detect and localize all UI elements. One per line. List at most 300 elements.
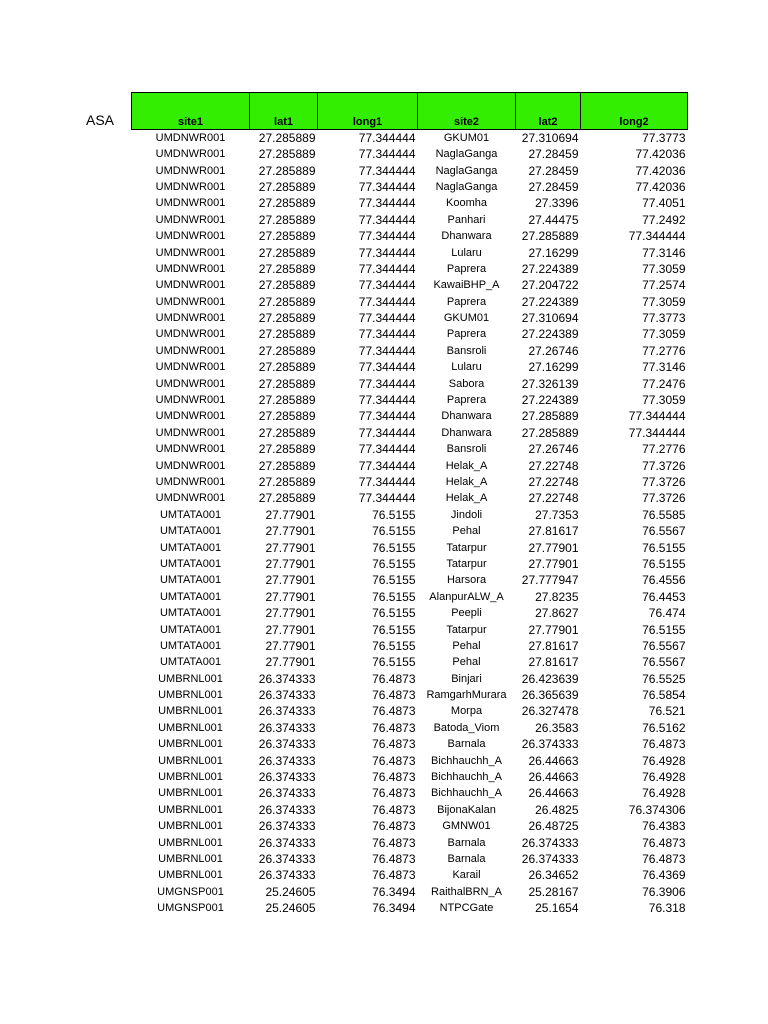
cell-long2[interactable]: 77.3146 bbox=[642, 245, 686, 260]
cell-lat2[interactable]: 27.204722 bbox=[521, 278, 579, 293]
cell-long2[interactable]: 76.4873 bbox=[642, 851, 686, 866]
cell-lat1[interactable]: 27.77901 bbox=[265, 507, 316, 522]
cell-site1[interactable]: UMBRNL001 bbox=[158, 787, 223, 800]
cell-long1[interactable]: 76.4873 bbox=[372, 770, 416, 785]
cell-lat2[interactable]: 27.224389 bbox=[521, 393, 579, 408]
cell-lat2[interactable]: 26.44663 bbox=[528, 770, 579, 785]
cell-lat1[interactable]: 26.374333 bbox=[258, 704, 316, 719]
cell-site2[interactable]: Tatarpur bbox=[446, 557, 487, 570]
cell-site1[interactable]: UMGNSP001 bbox=[157, 902, 224, 915]
cell-site2[interactable]: Helak_A bbox=[445, 459, 488, 472]
cell-lat2[interactable]: 27.326139 bbox=[521, 376, 579, 391]
cell-site2[interactable]: NaglaGanga bbox=[435, 148, 498, 161]
cell-long2[interactable]: 76.5567 bbox=[642, 655, 686, 670]
cell-long2[interactable]: 76.5155 bbox=[642, 540, 686, 555]
cell-site2[interactable]: Koomha bbox=[446, 197, 487, 210]
cell-site2[interactable]: Sabora bbox=[448, 377, 485, 390]
header-lat1[interactable]: lat1 bbox=[250, 93, 318, 130]
cell-long2[interactable]: 76.4928 bbox=[642, 770, 686, 785]
cell-long2[interactable]: 77.2476 bbox=[642, 376, 686, 391]
cell-lat2[interactable]: 27.224389 bbox=[521, 327, 579, 342]
cell-long1[interactable]: 76.5155 bbox=[372, 507, 416, 522]
cell-lat2[interactable]: 27.22748 bbox=[528, 458, 579, 473]
cell-lat1[interactable]: 26.374333 bbox=[258, 819, 316, 834]
cell-long2[interactable]: 76.4873 bbox=[642, 835, 686, 850]
cell-long1[interactable]: 77.344444 bbox=[358, 343, 416, 358]
cell-lat1[interactable]: 27.285889 bbox=[258, 393, 316, 408]
cell-site1[interactable]: UMTATA001 bbox=[159, 541, 222, 554]
cell-site2[interactable]: NaglaGanga bbox=[435, 180, 498, 193]
cell-long2[interactable]: 76.5567 bbox=[642, 524, 686, 539]
cell-long2[interactable]: 77.3726 bbox=[642, 475, 686, 489]
cell-lat1[interactable]: 27.285889 bbox=[258, 425, 316, 440]
cell-long2[interactable]: 77.42036 bbox=[635, 163, 686, 178]
cell-long1[interactable]: 76.4873 bbox=[372, 688, 416, 703]
cell-site2[interactable]: Pehal bbox=[452, 525, 481, 538]
cell-site2[interactable]: AlanpurALW_A bbox=[429, 590, 504, 603]
cell-lat1[interactable]: 25.24605 bbox=[265, 901, 316, 916]
cell-site2[interactable]: Tatarpur bbox=[446, 541, 487, 554]
cell-site2[interactable]: Barnala bbox=[447, 738, 486, 751]
cell-long1[interactable]: 77.344444 bbox=[358, 294, 416, 309]
cell-long2[interactable]: 76.5162 bbox=[642, 720, 686, 735]
cell-long1[interactable]: 77.344444 bbox=[358, 475, 416, 489]
cell-site2[interactable]: Peepli bbox=[451, 607, 482, 620]
cell-lat1[interactable]: 27.285889 bbox=[258, 212, 316, 227]
cell-long2[interactable]: 76.5585 bbox=[642, 507, 686, 522]
cell-site2[interactable]: NTPCGate bbox=[439, 902, 494, 915]
cell-lat2[interactable]: 26.4825 bbox=[535, 802, 579, 817]
cell-long1[interactable]: 77.344444 bbox=[358, 179, 416, 194]
cell-long2[interactable]: 76.5567 bbox=[642, 638, 686, 653]
cell-lat1[interactable]: 26.374333 bbox=[258, 868, 316, 883]
cell-site2[interactable]: KawaiBHP_A bbox=[433, 279, 500, 292]
cell-lat1[interactable]: 27.77901 bbox=[265, 524, 316, 539]
cell-lat1[interactable]: 27.285889 bbox=[258, 360, 316, 375]
cell-long2[interactable]: 77.3773 bbox=[642, 131, 686, 145]
cell-long2[interactable]: 77.3059 bbox=[642, 327, 686, 342]
cell-long2[interactable]: 76.4928 bbox=[642, 753, 686, 768]
cell-lat2[interactable]: 27.285889 bbox=[521, 229, 579, 244]
cell-long1[interactable]: 77.344444 bbox=[358, 393, 416, 408]
cell-long2[interactable]: 77.2776 bbox=[642, 343, 686, 358]
cell-lat1[interactable]: 27.285889 bbox=[258, 163, 316, 178]
cell-lat1[interactable]: 27.285889 bbox=[258, 491, 316, 506]
cell-lat2[interactable]: 26.374333 bbox=[521, 851, 579, 866]
cell-lat2[interactable]: 27.285889 bbox=[521, 409, 579, 424]
cell-long1[interactable]: 77.344444 bbox=[358, 311, 416, 326]
cell-lat2[interactable]: 27.77901 bbox=[528, 556, 579, 571]
cell-site1[interactable]: UMDNWR001 bbox=[155, 426, 226, 439]
cell-long1[interactable]: 77.344444 bbox=[358, 425, 416, 440]
cell-site1[interactable]: UMBRNL001 bbox=[158, 820, 223, 833]
cell-long2[interactable]: 76.4453 bbox=[642, 589, 686, 604]
cell-long2[interactable]: 77.3059 bbox=[642, 261, 686, 276]
cell-site2[interactable]: Karail bbox=[452, 869, 481, 882]
cell-long1[interactable]: 76.4873 bbox=[372, 802, 416, 817]
cell-lat2[interactable]: 25.1654 bbox=[535, 901, 579, 916]
cell-lat1[interactable]: 27.285889 bbox=[258, 442, 316, 457]
cell-lat1[interactable]: 27.77901 bbox=[265, 622, 316, 637]
cell-lat1[interactable]: 26.374333 bbox=[258, 835, 316, 850]
cell-long2[interactable]: 76.3906 bbox=[642, 884, 686, 899]
cell-long2[interactable]: 76.4873 bbox=[642, 737, 686, 752]
cell-site1[interactable]: UMDNWR001 bbox=[155, 377, 226, 390]
cell-site2[interactable]: Binjari bbox=[451, 672, 482, 685]
cell-lat2[interactable]: 27.22748 bbox=[528, 475, 579, 489]
cell-long2[interactable]: 77.344444 bbox=[628, 425, 686, 440]
cell-lat1[interactable]: 26.374333 bbox=[258, 688, 316, 703]
cell-long1[interactable]: 76.5155 bbox=[372, 655, 416, 670]
cell-site1[interactable]: UMDNWR001 bbox=[155, 148, 226, 161]
cell-site2[interactable]: NaglaGanga bbox=[435, 164, 498, 177]
cell-site1[interactable]: UMTATA001 bbox=[159, 574, 222, 587]
cell-site1[interactable]: UMDNWR001 bbox=[155, 476, 226, 488]
cell-long2[interactable]: 76.5155 bbox=[642, 622, 686, 637]
cell-long2[interactable]: 76.5525 bbox=[642, 671, 686, 686]
cell-lat1[interactable]: 26.374333 bbox=[258, 770, 316, 785]
cell-long1[interactable]: 76.5155 bbox=[372, 540, 416, 555]
cell-long1[interactable]: 77.344444 bbox=[358, 458, 416, 473]
cell-long2[interactable]: 76.521 bbox=[648, 704, 686, 719]
cell-long1[interactable]: 76.3494 bbox=[372, 901, 416, 916]
cell-long2[interactable]: 76.4556 bbox=[642, 573, 686, 588]
cell-lat2[interactable]: 27.3396 bbox=[535, 196, 579, 211]
cell-lat1[interactable]: 27.77901 bbox=[265, 556, 316, 571]
cell-lat2[interactable]: 27.16299 bbox=[528, 245, 579, 260]
cell-site1[interactable]: UMBRNL001 bbox=[158, 836, 223, 849]
cell-lat1[interactable]: 27.77901 bbox=[265, 638, 316, 653]
cell-lat2[interactable]: 27.26746 bbox=[528, 343, 579, 358]
cell-lat2[interactable]: 26.44663 bbox=[528, 786, 579, 801]
cell-long1[interactable]: 76.5155 bbox=[372, 556, 416, 571]
cell-long2[interactable]: 77.344444 bbox=[628, 229, 686, 244]
cell-site2[interactable]: Barnala bbox=[447, 852, 486, 865]
cell-lat1[interactable]: 27.285889 bbox=[258, 261, 316, 276]
cell-site2[interactable]: Paprera bbox=[446, 262, 487, 275]
cell-long2[interactable]: 77.3726 bbox=[642, 458, 686, 473]
cell-site1[interactable]: UMDNWR001 bbox=[155, 361, 226, 374]
cell-site2[interactable]: GMNW01 bbox=[442, 820, 491, 833]
cell-site1[interactable]: UMDNWR001 bbox=[155, 246, 226, 259]
cell-long2[interactable]: 76.318 bbox=[648, 901, 686, 916]
cell-lat1[interactable]: 27.285889 bbox=[258, 294, 316, 309]
cell-lat2[interactable]: 27.7353 bbox=[535, 507, 579, 522]
cell-long1[interactable]: 77.344444 bbox=[358, 229, 416, 244]
cell-site2[interactable]: Bichhauchh_A bbox=[431, 787, 502, 800]
cell-site1[interactable]: UMDNWR001 bbox=[155, 262, 226, 275]
cell-long2[interactable]: 77.3773 bbox=[642, 311, 686, 326]
cell-site1[interactable]: UMBRNL001 bbox=[158, 754, 223, 767]
cell-long1[interactable]: 76.4873 bbox=[372, 720, 416, 735]
cell-site1[interactable]: UMDNWR001 bbox=[155, 344, 226, 357]
header-site1[interactable]: site1 bbox=[132, 93, 250, 130]
cell-long1[interactable]: 76.4873 bbox=[372, 786, 416, 801]
cell-site1[interactable]: UMBRNL001 bbox=[158, 738, 223, 751]
cell-long1[interactable]: 77.344444 bbox=[358, 147, 416, 162]
cell-site2[interactable]: Lularu bbox=[451, 246, 482, 259]
cell-site1[interactable]: UMDNWR001 bbox=[155, 295, 226, 308]
cell-lat2[interactable]: 27.26746 bbox=[528, 442, 579, 457]
cell-long2[interactable]: 77.3726 bbox=[642, 491, 686, 506]
cell-lat1[interactable]: 27.285889 bbox=[258, 229, 316, 244]
cell-lat1[interactable]: 27.285889 bbox=[258, 327, 316, 342]
cell-site1[interactable]: UMDNWR001 bbox=[155, 328, 226, 341]
cell-lat1[interactable]: 27.285889 bbox=[258, 343, 316, 358]
cell-lat1[interactable]: 27.285889 bbox=[258, 475, 316, 489]
cell-site2[interactable]: Paprera bbox=[446, 328, 487, 341]
cell-site1[interactable]: UMDNWR001 bbox=[155, 197, 226, 210]
cell-lat2[interactable]: 27.44475 bbox=[528, 212, 579, 227]
cell-lat2[interactable]: 26.327478 bbox=[521, 704, 579, 719]
cell-lat2[interactable]: 27.77901 bbox=[528, 540, 579, 555]
cell-site2[interactable]: Pehal bbox=[452, 656, 481, 669]
cell-lat2[interactable]: 26.44663 bbox=[528, 753, 579, 768]
cell-site1[interactable]: UMDNWR001 bbox=[155, 230, 226, 243]
cell-long1[interactable]: 76.4873 bbox=[372, 671, 416, 686]
cell-lat1[interactable]: 27.285889 bbox=[258, 245, 316, 260]
cell-long1[interactable]: 76.4873 bbox=[372, 868, 416, 883]
cell-site2[interactable]: Dhanwara bbox=[441, 426, 492, 439]
cell-lat1[interactable]: 27.285889 bbox=[258, 409, 316, 424]
cell-lat1[interactable]: 25.24605 bbox=[265, 884, 316, 899]
table-row bbox=[132, 179, 688, 195]
cell-site1[interactable]: UMDNWR001 bbox=[155, 164, 226, 177]
cell-lat2[interactable]: 27.77901 bbox=[528, 622, 579, 637]
cell-long1[interactable]: 76.4873 bbox=[372, 704, 416, 719]
cell-site2[interactable]: Dhanwara bbox=[441, 230, 492, 243]
cell-site1[interactable]: UMDNWR001 bbox=[155, 394, 226, 407]
cell-lat2[interactable]: 27.224389 bbox=[521, 294, 579, 309]
cell-long2[interactable]: 77.2776 bbox=[642, 442, 686, 457]
cell-lat1[interactable]: 26.374333 bbox=[258, 802, 316, 817]
table-row bbox=[132, 769, 688, 785]
cell-lat2[interactable]: 27.310694 bbox=[521, 311, 579, 326]
cell-lat1[interactable]: 27.285889 bbox=[258, 376, 316, 391]
cell-long2[interactable]: 77.42036 bbox=[635, 147, 686, 162]
cell-long2[interactable]: 77.3146 bbox=[642, 360, 686, 375]
cell-site2[interactable]: Lularu bbox=[451, 361, 482, 374]
cell-lat1[interactable]: 27.285889 bbox=[258, 131, 316, 145]
cell-site1[interactable]: UMTATA001 bbox=[159, 590, 222, 603]
cell-site2[interactable]: Bansroli bbox=[446, 443, 487, 456]
cell-lat1[interactable]: 26.374333 bbox=[258, 737, 316, 752]
cell-site2[interactable]: Paprera bbox=[446, 295, 487, 308]
cell-site2[interactable]: Helak_A bbox=[445, 476, 488, 488]
cell-long2[interactable]: 77.344444 bbox=[628, 409, 686, 424]
cell-long1[interactable]: 77.344444 bbox=[358, 491, 416, 506]
cell-site2[interactable]: Jindoli bbox=[450, 508, 483, 521]
table-row bbox=[132, 523, 688, 539]
cell-site2[interactable]: GKUM01 bbox=[443, 132, 490, 144]
cell-site2[interactable]: GKUM01 bbox=[443, 312, 490, 325]
cell-site1[interactable]: UMDNWR001 bbox=[155, 180, 226, 193]
cell-long1[interactable]: 76.4873 bbox=[372, 835, 416, 850]
cell-lat2[interactable]: 27.81617 bbox=[528, 524, 579, 539]
cell-site1[interactable]: UMBRNL001 bbox=[158, 689, 223, 702]
cell-long2[interactable]: 76.5854 bbox=[642, 688, 686, 703]
cell-lat1[interactable]: 27.77901 bbox=[265, 573, 316, 588]
cell-site2[interactable]: RaithalBRN_A bbox=[431, 885, 502, 898]
cell-site2[interactable]: Harsora bbox=[446, 574, 487, 587]
cell-long1[interactable]: 77.344444 bbox=[358, 442, 416, 457]
cell-long1[interactable]: 76.3494 bbox=[372, 884, 416, 899]
cell-long1[interactable]: 77.344444 bbox=[358, 376, 416, 391]
cell-lat2[interactable]: 26.34652 bbox=[528, 868, 579, 883]
cell-long1[interactable]: 76.4873 bbox=[372, 851, 416, 866]
cell-long2[interactable]: 76.474 bbox=[648, 606, 686, 621]
cell-lat1[interactable]: 27.77901 bbox=[265, 606, 316, 621]
cell-lat2[interactable]: 26.48725 bbox=[528, 819, 579, 834]
cell-long1[interactable]: 77.344444 bbox=[358, 278, 416, 293]
cell-site1[interactable]: UMDNWR001 bbox=[155, 492, 226, 505]
cell-lat2[interactable]: 27.285889 bbox=[521, 425, 579, 440]
cell-site1[interactable]: UMTATA001 bbox=[159, 525, 222, 538]
cell-site2[interactable]: Dhanwara bbox=[441, 410, 492, 423]
cell-lat2[interactable]: 27.22748 bbox=[528, 491, 579, 506]
cell-lat1[interactable]: 27.77901 bbox=[265, 540, 316, 555]
header-lat2[interactable]: lat2 bbox=[516, 93, 581, 130]
cell-lat1[interactable]: 27.285889 bbox=[258, 147, 316, 162]
cell-site1[interactable]: UMDNWR001 bbox=[155, 410, 226, 423]
cell-site1[interactable]: UMDNWR001 bbox=[155, 213, 226, 226]
cell-site2[interactable]: Pehal bbox=[452, 639, 481, 652]
header-long1[interactable]: long1 bbox=[318, 93, 418, 130]
cell-site1[interactable]: UMDNWR001 bbox=[155, 279, 226, 292]
cell-lat2[interactable]: 27.8627 bbox=[535, 606, 579, 621]
cell-long1[interactable]: 76.5155 bbox=[372, 589, 416, 604]
cell-long2[interactable]: 76.4383 bbox=[642, 819, 686, 834]
cell-long1[interactable]: 77.344444 bbox=[358, 196, 416, 211]
cell-lat2[interactable]: 27.224389 bbox=[521, 261, 579, 276]
cell-lat1[interactable]: 27.285889 bbox=[258, 278, 316, 293]
cell-site1[interactable]: UMDNWR001 bbox=[155, 459, 226, 472]
cell-site1[interactable]: UMTATA001 bbox=[159, 623, 222, 636]
table-row bbox=[132, 294, 688, 310]
cell-long1[interactable]: 77.344444 bbox=[358, 409, 416, 424]
cell-site1[interactable]: UMDNWR001 bbox=[155, 132, 226, 144]
cell-long1[interactable]: 77.344444 bbox=[358, 245, 416, 260]
header-site2[interactable]: site2 bbox=[418, 93, 516, 130]
cell-site2[interactable]: Batoda_Viom bbox=[433, 721, 500, 734]
cell-long1[interactable]: 76.5155 bbox=[372, 606, 416, 621]
cell-site2[interactable]: Morpa bbox=[450, 705, 483, 718]
cell-site1[interactable]: UMBRNL001 bbox=[158, 771, 223, 784]
cell-lat2[interactable]: 27.777947 bbox=[521, 573, 579, 588]
cell-lat1[interactable]: 26.374333 bbox=[258, 786, 316, 801]
cell-site2[interactable]: Panhari bbox=[447, 213, 486, 226]
header-long2[interactable]: long2 bbox=[581, 93, 688, 130]
cell-site2[interactable]: Helak_A bbox=[445, 492, 488, 505]
cell-long2[interactable]: 76.5155 bbox=[642, 556, 686, 571]
cell-long2[interactable]: 77.4051 bbox=[642, 196, 686, 211]
cell-site2[interactable]: Tatarpur bbox=[446, 623, 487, 636]
cell-lat1[interactable]: 26.374333 bbox=[258, 753, 316, 768]
table-row bbox=[132, 343, 688, 359]
cell-long1[interactable]: 77.344444 bbox=[358, 163, 416, 178]
cell-site2[interactable]: Bansroli bbox=[446, 344, 487, 357]
cell-long1[interactable]: 77.344444 bbox=[358, 212, 416, 227]
cell-lat2[interactable]: 27.28459 bbox=[528, 163, 579, 178]
cell-site1[interactable]: UMDNWR001 bbox=[155, 443, 226, 456]
cell-lat2[interactable]: 27.28459 bbox=[528, 147, 579, 162]
cell-site1[interactable]: UMBRNL001 bbox=[158, 803, 223, 816]
cell-site1[interactable]: UMBRNL001 bbox=[158, 672, 223, 685]
cell-site1[interactable]: UMGNSP001 bbox=[157, 885, 224, 898]
cell-lat2[interactable]: 27.16299 bbox=[528, 360, 579, 375]
cell-lat1[interactable]: 26.374333 bbox=[258, 720, 316, 735]
cell-site1[interactable]: UMTATA001 bbox=[159, 557, 222, 570]
cell-lat2[interactable]: 26.3583 bbox=[535, 720, 579, 735]
cell-long1[interactable]: 77.344444 bbox=[358, 360, 416, 375]
cell-lat1[interactable]: 27.285889 bbox=[258, 311, 316, 326]
cell-site1[interactable]: UMTATA001 bbox=[159, 639, 222, 652]
cell-lat2[interactable]: 27.81617 bbox=[528, 638, 579, 653]
cell-lat2[interactable]: 27.81617 bbox=[528, 655, 579, 670]
cell-site1[interactable]: UMTATA001 bbox=[159, 508, 222, 521]
cell-lat1[interactable]: 27.77901 bbox=[265, 589, 316, 604]
cell-lat2[interactable]: 26.374333 bbox=[521, 737, 579, 752]
cell-lat2[interactable]: 25.28167 bbox=[528, 884, 579, 899]
cell-lat2[interactable]: 27.28459 bbox=[528, 179, 579, 194]
cell-long1[interactable]: 76.5155 bbox=[372, 638, 416, 653]
cell-lat1[interactable]: 26.374333 bbox=[258, 671, 316, 686]
cell-long1[interactable]: 77.344444 bbox=[358, 327, 416, 342]
cell-long1[interactable]: 77.344444 bbox=[358, 131, 416, 145]
cell-lat2[interactable]: 26.374333 bbox=[521, 835, 579, 850]
cell-site1[interactable]: UMTATA001 bbox=[159, 607, 222, 620]
cell-long2[interactable]: 77.3059 bbox=[642, 393, 686, 408]
cell-long1[interactable]: 76.5155 bbox=[372, 622, 416, 637]
cell-long2[interactable]: 76.4928 bbox=[642, 786, 686, 801]
cell-long1[interactable]: 76.5155 bbox=[372, 524, 416, 539]
cell-site1[interactable]: UMTATA001 bbox=[159, 656, 222, 669]
cell-lat1[interactable]: 26.374333 bbox=[258, 851, 316, 866]
cell-site1[interactable]: UMBRNL001 bbox=[158, 721, 223, 734]
cell-lat2[interactable]: 26.365639 bbox=[521, 688, 579, 703]
cell-site2[interactable]: Bichhauchh_A bbox=[431, 771, 502, 784]
cell-site1[interactable]: UMBRNL001 bbox=[158, 705, 223, 718]
cell-long2[interactable]: 76.374306 bbox=[628, 802, 686, 817]
cell-long2[interactable]: 76.4369 bbox=[642, 868, 686, 883]
cell-lat1[interactable]: 27.285889 bbox=[258, 458, 316, 473]
cell-site2[interactable]: Barnala bbox=[447, 836, 486, 849]
cell-site1[interactable]: UMDNWR001 bbox=[155, 312, 226, 325]
cell-site2[interactable]: BijonaKalan bbox=[437, 803, 496, 816]
cell-lat2[interactable]: 26.423639 bbox=[521, 671, 579, 686]
cell-lat1[interactable]: 27.285889 bbox=[258, 196, 316, 211]
cell-long2[interactable]: 77.2574 bbox=[642, 278, 686, 293]
cell-site2[interactable]: Paprera bbox=[446, 394, 487, 407]
cell-long2[interactable]: 77.42036 bbox=[635, 179, 686, 194]
cell-lat2[interactable]: 27.8235 bbox=[535, 589, 579, 604]
cell-site2[interactable]: RamgarhMurara bbox=[426, 689, 507, 702]
cell-lat1[interactable]: 27.285889 bbox=[258, 179, 316, 194]
cell-long2[interactable]: 77.3059 bbox=[642, 294, 686, 309]
cell-long1[interactable]: 76.4873 bbox=[372, 737, 416, 752]
cell-long1[interactable]: 76.5155 bbox=[372, 573, 416, 588]
cell-long1[interactable]: 76.4873 bbox=[372, 753, 416, 768]
table-row bbox=[132, 392, 688, 408]
cell-long1[interactable]: 77.344444 bbox=[358, 261, 416, 276]
cell-lat1[interactable]: 27.77901 bbox=[265, 655, 316, 670]
cell-site1[interactable]: UMBRNL001 bbox=[158, 869, 223, 882]
cell-lat2[interactable]: 27.310694 bbox=[521, 131, 579, 145]
cell-long2[interactable]: 77.2492 bbox=[642, 212, 686, 227]
cell-long1[interactable]: 76.4873 bbox=[372, 819, 416, 834]
cell-site2[interactable]: Bichhauchh_A bbox=[431, 754, 502, 767]
cell-site1[interactable]: UMBRNL001 bbox=[158, 852, 223, 865]
